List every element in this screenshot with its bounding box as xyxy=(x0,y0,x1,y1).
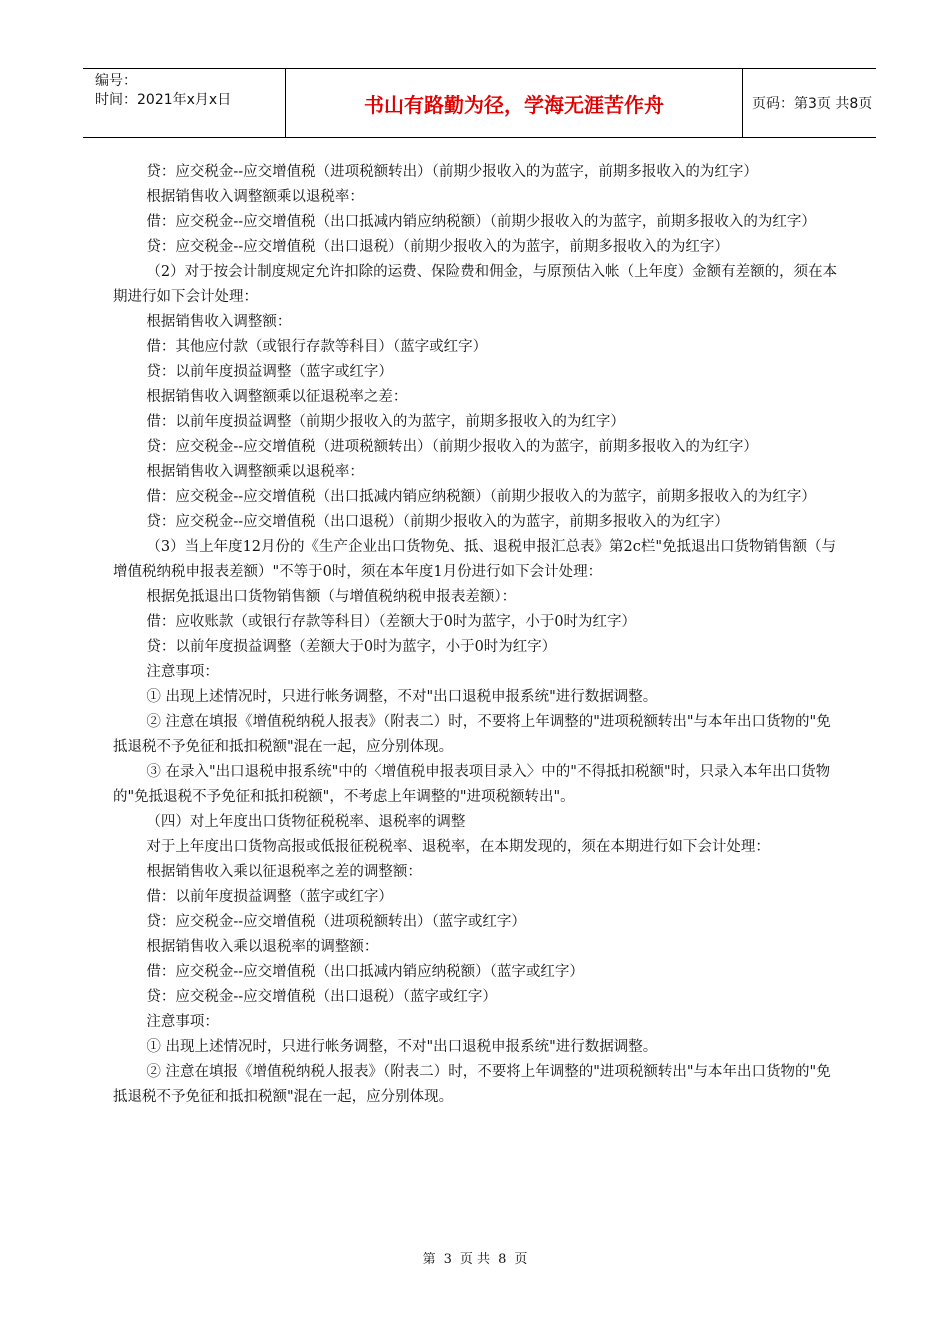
footer-mid: 页 共 xyxy=(459,1252,491,1267)
paragraph: 根据销售收入乘以退税率的调整额： xyxy=(146,939,379,955)
paragraph: 对于上年度出口货物高报或低报征税税率、退税率，在本期发现的，须在本期进行如下会计处理： xyxy=(146,839,770,855)
paragraph: 根据免抵退出口货物销售额（与增值税纳税申报表差额）： xyxy=(146,589,517,605)
paragraph: 贷：应交税金--应交增值税（进项税额转出）（前期少报收入的为蓝字，前期多报收入的为红字） xyxy=(146,439,758,455)
paragraph: 借：以前年度损益调整（前期少报收入的为蓝字，前期多报收入的为红字） xyxy=(146,414,625,430)
time-label: 时间：2021年x月x日 xyxy=(95,92,232,108)
paragraph: 借：应交税金--应交增值税（出口抵减内销应纳税额）（蓝字或红字） xyxy=(146,964,584,980)
header-motto: 书山有路勤为径，学海无涯苦作舟 xyxy=(286,69,743,137)
paragraph: 注意事项： xyxy=(146,664,219,680)
paragraph: （四）对上年度出口货物征税税率、退税率的调整 xyxy=(146,814,466,830)
header-meta xyxy=(83,69,286,137)
paragraph: 贷：应交税金--应交增值税（进项税额转出）（前期少报收入的为蓝字，前期多报收入的为红字） xyxy=(146,164,758,180)
paragraph: ③ 在录入"出口退税申报系统"中的〈增值税申报表项目录入〉中的"不得抵扣税额"时，只录入本年出口货物的"免抵退税不予免征和抵扣税额"，不考虑上年调整的"进项税额转出"。 xyxy=(113,764,831,805)
page-footer xyxy=(0,1248,950,1267)
paragraph: （2）对于按会计制度规定允许扣除的运费、保险费和佣金，与原预估入帐（上年度）金额有差额的，须在本期进行如下会计处理： xyxy=(113,264,838,305)
paragraph: 借：以前年度损益调整（蓝字或红字） xyxy=(146,889,393,905)
paragraph: 贷：以前年度损益调整（差额大于0时为蓝字，小于0时为红字） xyxy=(146,639,557,655)
paragraph: 根据销售收入调整额： xyxy=(146,314,292,330)
paragraph: （3）当上年度12月份的《生产企业出口货物免、抵、退税申报汇总表》第2c栏"免抵退出口货物销售额（与增值税纳税申报表差额）"不等于0时，须在本年度1月份进行如下会计处理： xyxy=(113,539,837,580)
code-label: 编号： xyxy=(95,73,137,89)
paragraph: 贷：应交税金--应交增值税（进项税额转出）（蓝字或红字） xyxy=(146,914,526,930)
paragraph: ① 出现上述情况时，只进行帐务调整，不对"出口退税申报系统"进行数据调整。 xyxy=(146,689,658,705)
paragraph: 借：应收账款（或银行存款等科目）（差额大于0时为蓝字，小于0时为红字） xyxy=(146,614,637,630)
paragraph: ② 注意在填报《增值税纳税人报表》（附表二）时，不要将上年调整的"进项税额转出"与本年出口货物的"免抵退税不予免征和抵扣税额"混在一起，应分别体现。 xyxy=(113,714,831,755)
document-body xyxy=(113,160,845,1110)
paragraph: 贷：应交税金--应交增值税（出口退税）（前期少报收入的为蓝字，前期多报收入的为红字） xyxy=(146,514,729,530)
footer-page-number: 3 xyxy=(443,1252,452,1267)
paragraph: 根据销售收入调整额乘以退税率： xyxy=(146,189,364,205)
paragraph: 注意事项： xyxy=(146,1014,219,1030)
paragraph: 贷：应交税金--应交增值税（出口退税）（蓝字或红字） xyxy=(146,989,497,1005)
paragraph: 贷：以前年度损益调整（蓝字或红字） xyxy=(146,364,393,380)
paragraph: ① 出现上述情况时，只进行帐务调整，不对"出口退税申报系统"进行数据调整。 xyxy=(146,1039,658,1055)
footer-suffix: 页 xyxy=(514,1252,528,1267)
header-page-label: 页码：第3页 共8页 xyxy=(752,96,873,112)
paragraph: 借：应交税金--应交增值税（出口抵减内销应纳税额）（前期少报收入的为蓝字，前期多报收入的为红字） xyxy=(146,489,816,505)
page-header xyxy=(83,68,876,138)
paragraph: 根据销售收入乘以征退税率之差的调整额： xyxy=(146,864,422,880)
paragraph: ② 注意在填报《增值税纳税人报表》（附表二）时，不要将上年调整的"进项税额转出"与本年出口货物的"免抵退税不予免征和抵扣税额"混在一起，应分别体现。 xyxy=(113,1064,831,1105)
paragraph: 贷：应交税金--应交增值税（出口退税）（前期少报收入的为蓝字，前期多报收入的为红字） xyxy=(146,239,729,255)
paragraph: 借：其他应付款（或银行存款等科目）（蓝字或红字） xyxy=(146,339,488,355)
footer-total-pages: 8 xyxy=(498,1252,507,1267)
paragraph: 根据销售收入调整额乘以退税率： xyxy=(146,464,364,480)
paragraph: 借：应交税金--应交增值税（出口抵减内销应纳税额）（前期少报收入的为蓝字，前期多报收入的为红字） xyxy=(146,214,816,230)
paragraph: 根据销售收入调整额乘以征退税率之差： xyxy=(146,389,408,405)
footer-prefix: 第 xyxy=(422,1252,436,1267)
